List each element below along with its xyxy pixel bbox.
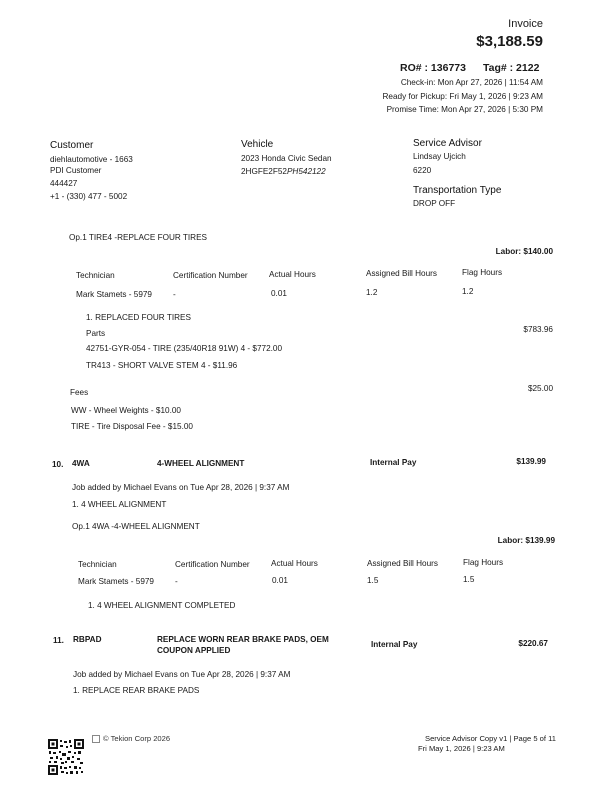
header-assigned-bill-hours: Assigned Bill Hours <box>366 269 437 278</box>
header-assigned-bill-hours: Assigned Bill Hours <box>367 559 438 568</box>
job-amount: $220.67 <box>518 639 548 648</box>
service-advisor-label: Service Advisor <box>413 138 482 149</box>
invoice-total: $3,188.59 <box>476 33 543 50</box>
tech-actual-hours: 0.01 <box>271 289 287 298</box>
part-item: 42751-GYR-054 - TIRE (235/40R18 91W) 4 - $772.00 <box>86 344 283 353</box>
tire-note: 1. REPLACED FOUR TIRES <box>86 313 191 322</box>
header-flag-hours: Flag Hours <box>462 268 503 277</box>
job-description: REPLACE WORN REAR BRAKE PADS, OEM <box>157 635 329 644</box>
customer-label: Customer <box>50 140 94 151</box>
labor-amount-tire: Labor: $140.00 <box>495 247 553 256</box>
header-technician: Technician <box>78 560 117 569</box>
ro-number: RO# : 136773 <box>400 62 466 74</box>
transportation-type-label: Transportation Type <box>413 185 502 196</box>
tech-name: Mark Stamets - 5979 <box>78 577 154 586</box>
alignment-note: 1. 4 WHEEL ALIGNMENT COMPLETED <box>88 601 236 610</box>
tech-name: Mark Stamets - 5979 <box>76 290 152 299</box>
labor-amount-alignment: Labor: $139.99 <box>497 536 555 545</box>
tech-cert: - <box>175 577 178 586</box>
job-description-cont: COUPON APPLIED <box>157 646 231 655</box>
job-number: 10. <box>52 460 64 469</box>
job-code: 4WA <box>72 459 90 468</box>
vehicle-label: Vehicle <box>241 139 274 150</box>
op-title-alignment: Op.1 4WA -4-WHEEL ALIGNMENT <box>72 522 200 531</box>
tech-flag-hours: 1.2 <box>462 287 474 296</box>
vin-suffix: PH542122 <box>286 167 326 176</box>
fees-label: Fees <box>70 388 89 397</box>
vehicle-model: 2023 Honda Civic Sedan <box>241 154 332 163</box>
promise-time: Promise Time: Mon Apr 27, 2026 | 5:30 PM <box>386 105 543 114</box>
header-cert-number: Certification Number <box>173 271 248 280</box>
fees-total: $25.00 <box>527 384 553 393</box>
job-line: 1. 4 WHEEL ALIGNMENT <box>72 500 167 509</box>
parts-label: Parts <box>86 329 106 338</box>
ready-for-pickup-time: Ready for Pickup: Fri May 1, 2026 | 9:23 AM <box>382 92 543 101</box>
footer-copy-page: Service Advisor Copy v1 | Page 5 of 11 <box>425 734 556 743</box>
fee-item: TIRE - Tire Disposal Fee - $15.00 <box>71 422 193 431</box>
transportation-type-value: DROP OFF <box>413 199 456 208</box>
header-flag-hours: Flag Hours <box>463 558 504 567</box>
job-added-info: Job added by Michael Evans on Tue Apr 28, 2026 | 9:37 AM <box>72 483 290 492</box>
header-cert-number: Certification Number <box>175 560 250 569</box>
tech-flag-hours: 1.5 <box>463 575 475 584</box>
doc-type: Invoice <box>508 18 543 30</box>
tag-number: Tag# : 2122 <box>483 62 540 74</box>
footer-date: Fri May 1, 2026 | 9:23 AM <box>418 744 505 753</box>
part-item: TR413 - SHORT VALVE STEM 4 - $11.96 <box>86 361 238 370</box>
vehicle-vin <box>241 167 326 176</box>
customer-id: 444427 <box>50 179 78 188</box>
check-in-time: Check-in: Mon Apr 27, 2026 | 11:54 AM <box>400 78 543 87</box>
customer-name: diehlautomotive - 1663 <box>50 155 133 164</box>
customer-phone: +1 - (330) 477 - 5002 <box>50 192 128 201</box>
header-technician: Technician <box>76 271 115 280</box>
footer-brand-text: © Tekion Corp 2026 <box>103 734 171 743</box>
footer-brand <box>92 734 170 743</box>
header-actual-hours: Actual Hours <box>269 270 316 279</box>
pay-type: Internal Pay <box>370 458 417 467</box>
job-amount: $139.99 <box>516 457 546 466</box>
tech-assigned-hours: 1.2 <box>366 288 378 297</box>
job-added-info: Job added by Michael Evans on Tue Apr 28, 2026 | 9:37 AM <box>73 670 291 679</box>
customer-type: PDI Customer <box>50 166 102 175</box>
fee-item: WW - Wheel Weights - $10.00 <box>71 406 181 415</box>
tech-actual-hours: 0.01 <box>272 576 288 585</box>
job-code: RBPAD <box>73 635 102 644</box>
job-description: 4-WHEEL ALIGNMENT <box>157 459 245 468</box>
op-title-tire: Op.1 TIRE4 -REPLACE FOUR TIRES <box>69 233 208 242</box>
vin-prefix: 2HGFE2F52 <box>241 167 287 176</box>
advisor-number: 6220 <box>413 166 432 175</box>
job-number: 11. <box>53 636 64 645</box>
tech-assigned-hours: 1.5 <box>367 576 379 585</box>
tech-cert: - <box>173 290 176 299</box>
job-line: 1. REPLACE REAR BRAKE PADS <box>73 686 200 695</box>
parts-total: $783.96 <box>523 325 553 334</box>
pay-type: Internal Pay <box>371 640 418 649</box>
header-actual-hours: Actual Hours <box>271 559 318 568</box>
advisor-name: Lindsay Ujcich <box>413 152 466 161</box>
tekion-logo-icon <box>92 735 100 743</box>
qr-code <box>48 739 84 775</box>
